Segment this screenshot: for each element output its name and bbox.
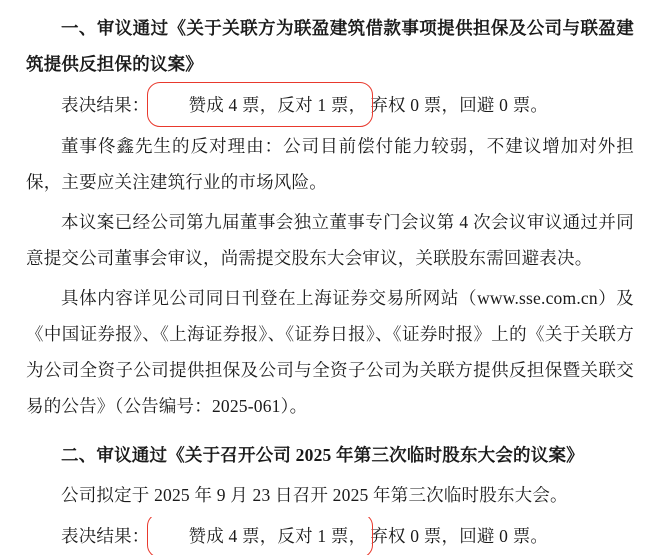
section-one-paragraph-2: 本议案已经公司第九届董事会独立董事专门会议第 4 次会议审议通过并同意提交公司董事会审议，尚需提交股东大会审议，关联股东需回避表决。 <box>26 212 634 268</box>
vote-result-label: 表决结果： <box>61 95 150 115</box>
section-item-one <box>0 10 660 424</box>
section-one-paragraph-1: 董事佟鑫先生的反对理由：公司目前偿付能力较弱，不建议增加对外担保，主要应关注建筑行业的市场风险。 <box>26 136 634 192</box>
vote-result-rest: 弃权 0 票，回避 0 票。 <box>370 526 549 546</box>
section-one-paragraph-3: 具体内容详见公司同日刊登在上海证券交易所网站（www.sse.com.cn）及《中国证券报》、《上海证券报》、《证券日报》、《证券时报》上的《关于关联方为公司全资子公司提供担保及公司与全资子公司为关联方提供反担保暨关联交易的公告》（公告编号：2025-061）。 <box>26 288 634 416</box>
section-gap <box>0 424 660 437</box>
vote-result-highlight: 赞成 4 票，反对 1 票， <box>150 517 371 555</box>
vote-result-label: 表决结果： <box>61 526 150 546</box>
section-two-heading: 二、审议通过《关于召开公司 2025 年第三次临时股东大会的议案》 <box>61 445 584 465</box>
vote-result-rest: 弃权 0 票，回避 0 票。 <box>370 95 549 115</box>
section-one-heading: 一、审议通过《关于关联方为联盈建筑借款事项提供担保及公司与联盈建筑提供反担保的议案》 <box>26 18 634 74</box>
section-item-two <box>0 437 660 555</box>
vote-result-highlight: 赞成 4 票，反对 1 票， <box>150 86 371 124</box>
section-two-vote-line <box>26 517 634 555</box>
section-two-paragraph-1: 公司拟定于 2025 年 9 月 23 日召开 2025 年第三次临时股东大会。 <box>61 485 568 505</box>
section-one-vote-line <box>26 86 634 124</box>
top-spacer <box>0 0 660 10</box>
